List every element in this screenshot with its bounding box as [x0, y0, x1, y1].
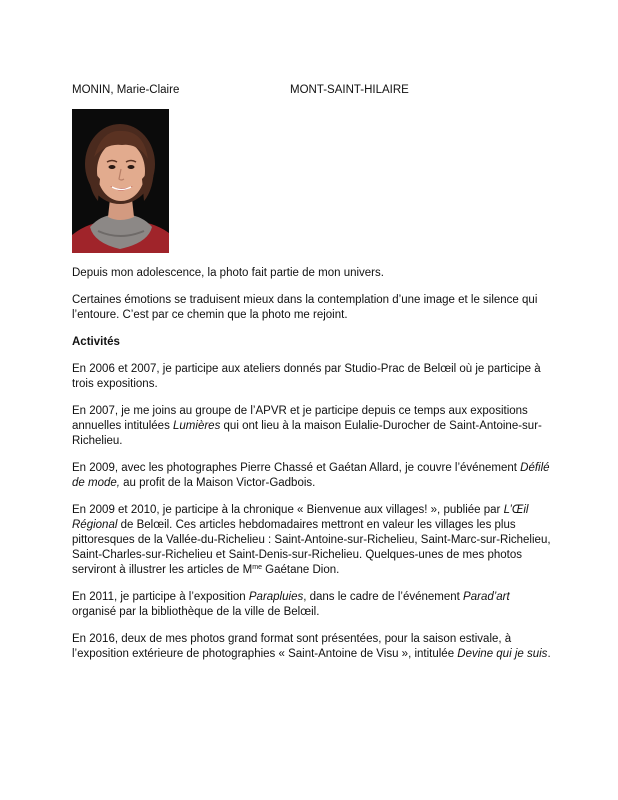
intro-paragraph-1: Depuis mon adolescence, la photo fait partie de mon univers.	[72, 267, 384, 279]
header	[72, 84, 578, 100]
portrait-photo	[72, 109, 169, 253]
activity-paragraph-4: En 2009 et 2010, je participe à la chronique « Bienvenue aux villages! », publiée par L’Œil Régional de Belœil. Ces articles hebdomadaires mettront en valeur les villages les plus pittoresques de la Vallée-du-Richelieu : Saint-Antoine-sur-Richelieu, Saint-Marc-sur-Richelieu, Saint-Charles-sur-Richelieu et Saint-Denis-sur-Richelieu. Quelques-unes de mes photos serviront à illustrer les articles de $M^{me}$ Gaétane Dion.	[72, 504, 551, 576]
activities-heading: Activités	[72, 336, 120, 348]
activity-paragraph-3: En 2009, avec les photographes Pierre Chassé et Gaétan Allard, je couvre l’événement Défilé de mode, au profit de la Maison Victor-Gadbois.	[72, 462, 550, 489]
artist-city: MONT-SAINT-HILAIRE	[290, 84, 409, 96]
portrait-image	[72, 109, 169, 253]
activity-paragraph-2: En 2007, je me joins au groupe de l’APVR et je participe depuis ce temps aux expositions annuelles intitulées Lumières qui ont lieu à la maison Eulalie-Durocher de Saint-Antoine-sur-Richelieu.	[72, 405, 542, 447]
activity-paragraph-1: En 2006 et 2007, je participe aux ateliers donnés par Studio-Prac de Belœil où je participe à trois expositions.	[72, 363, 541, 390]
artist-name: MONIN, Marie-Claire	[72, 84, 180, 96]
intro-paragraph-2: Certaines émotions se traduisent mieux dans la contemplation d’une image et le silence qui l’entoure. C’est par ce chemin que la photo me rejoint.	[72, 294, 538, 321]
activity-paragraph-5: En 2011, je participe à l’exposition Parapluies, dans le cadre de l’événement Parad’art organisé par la bibliothèque de la ville de Belœil.	[72, 591, 510, 618]
biography	[72, 266, 552, 674]
activity-paragraph-6: En 2016, deux de mes photos grand format sont présentées, pour la saison estivale, à l’exposition extérieure de photographies « Saint-Antoine de Visu », intitulée Devine qui je suis.	[72, 633, 551, 660]
